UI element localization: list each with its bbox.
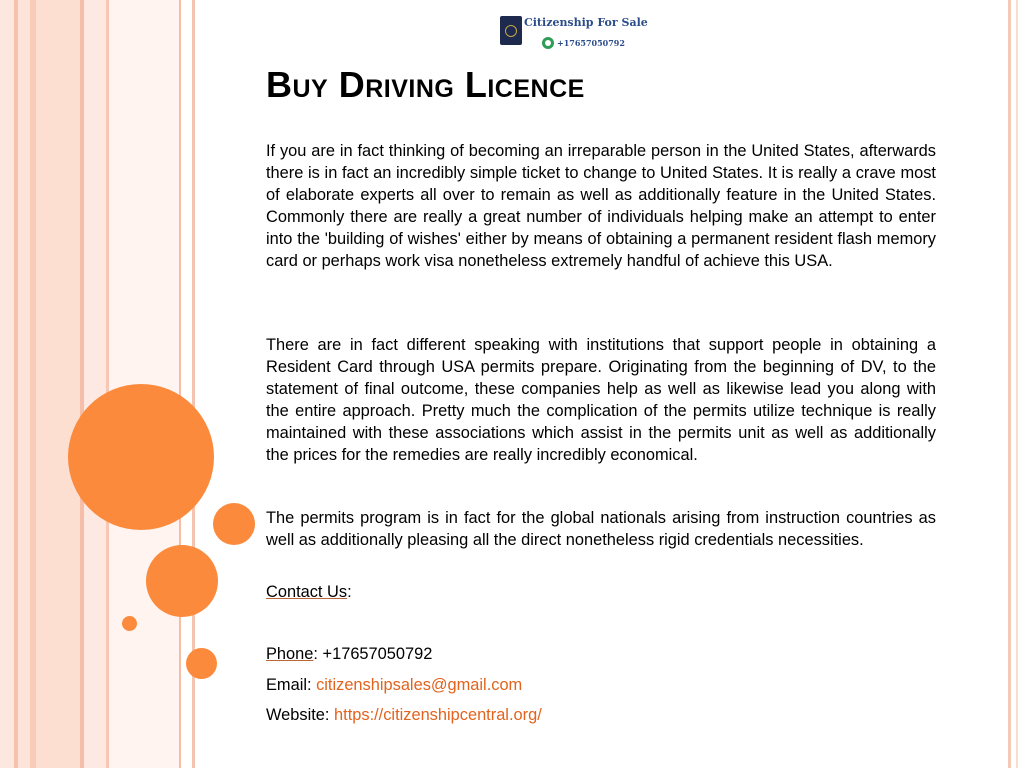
citizenship-logo <box>500 16 648 48</box>
stripe <box>179 0 181 768</box>
decorative-circle-tiny <box>122 616 137 631</box>
phone-label: Phone <box>266 645 314 663</box>
stripe <box>84 0 106 768</box>
page-title: Buy Driving Licence <box>266 64 585 105</box>
whatsapp-icon <box>542 37 554 49</box>
paragraph-2: There are in fact different speaking with institutions that support people in obtaining a Resident Card through USA permits prepare. Originating from the beginning of DV, to the statement of final outcome, these companies help as well as likewise lead you along with the entire approach. Pretty much the complication of the permits utilize technique is really maintained with these associations which assist in the permits unit as well as additionally the prices for the remedies are really incredibly economical. <box>266 336 936 465</box>
website-link[interactable]: https://citizenshipcentral.org/ <box>334 706 542 724</box>
decorative-circle-large <box>68 384 214 530</box>
email-label: Email: <box>266 676 317 694</box>
contact-email <box>266 676 522 695</box>
contact-heading <box>266 583 352 602</box>
phone-value: : +17657050792 <box>313 645 433 663</box>
right-border-line <box>1008 0 1011 768</box>
contact-heading-label: Contact Us <box>266 583 348 601</box>
right-border-line <box>1016 0 1018 768</box>
decorative-circle-small <box>213 503 255 545</box>
contact-phone <box>266 645 432 664</box>
logo-phone: +17657050792 <box>557 37 625 48</box>
stripe <box>0 0 14 768</box>
logo-phone-row <box>542 34 625 46</box>
decorative-circle-small <box>186 648 217 679</box>
stripe <box>36 0 80 768</box>
email-link[interactable]: citizenshipsales@gmail.com <box>316 676 523 694</box>
contact-heading-suffix: : <box>347 583 352 601</box>
stripe <box>18 0 30 768</box>
passport-icon <box>500 16 522 45</box>
paragraph-1: If you are in fact thinking of becoming an irreparable person in the United States, afterwards there is in fact an incredibly simple ticket to change to United States. It is really a crave most of elaborate experts all over to remain as well as additionally feature in the United States. Commonly there are really a great number of individuals helping make an attempt to enter into the 'building of wishes' either by means of obtaining a permanent resident flash memory card or perhaps work visa nonetheless extremely handful of achieve this USA. <box>266 142 936 271</box>
decorative-circle-medium <box>146 545 218 617</box>
website-label: Website: <box>266 706 335 724</box>
logo-title: Citizenship For Sale <box>524 16 648 29</box>
decorative-stripes <box>0 0 200 768</box>
paragraph-3: The permits program is in fact for the global nationals arising from instruction countries as well as additionally pleasing all the direct nonetheless rigid credentials necessities. <box>266 509 936 550</box>
contact-website <box>266 706 542 725</box>
